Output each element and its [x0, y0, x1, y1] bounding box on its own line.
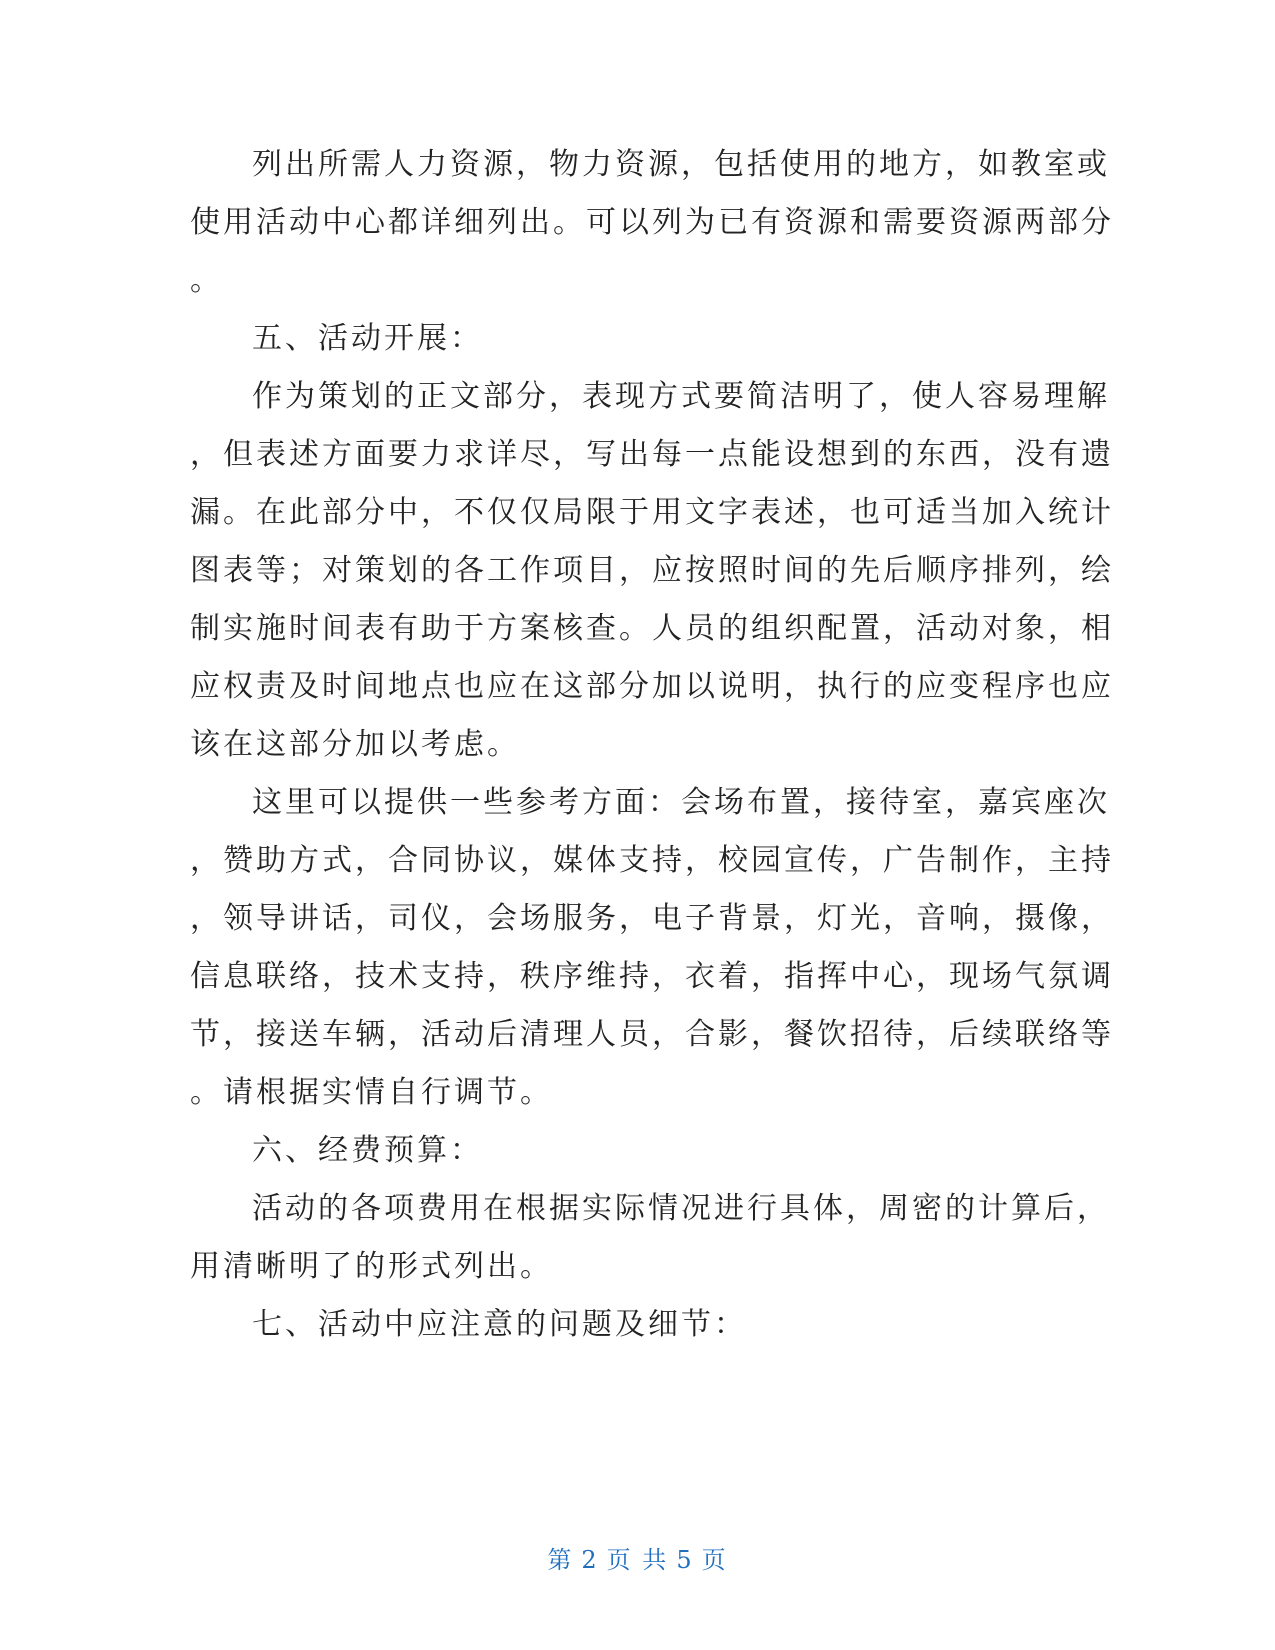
resources-line-2: 使用活动中心都详细列出。可以列为已有资源和需要资源两部分: [190, 205, 1114, 240]
reference-line-3: ，领导讲话，司仪，会场服务，电子背景，灯光，音响，摄像，: [190, 901, 1114, 936]
footer-middle: 页 共: [606, 1546, 669, 1574]
footer-total-pages: 5: [676, 1546, 694, 1574]
budget-line-1: 活动的各项费用在根据实际情况进行具体，周密的计算后，: [252, 1191, 1110, 1226]
reference-line-4: 信息联络，技术支持，秩序维持，衣着，指挥中心，现场气氛调: [190, 959, 1114, 994]
resources-line-1: 列出所需人力资源，物力资源，包括使用的地方，如教室或: [252, 147, 1110, 182]
section-heading-budget: 六、经费预算：: [252, 1133, 483, 1168]
reference-line-6: 。请根据实情自行调节。: [190, 1075, 553, 1110]
activity-line-7: 该在这部分加以考虑。: [190, 727, 520, 762]
activity-line-1: 作为策划的正文部分，表现方式要简洁明了，使人容易理解: [252, 379, 1110, 414]
resources-line-3: 。: [190, 263, 223, 298]
activity-line-3: 漏。在此部分中，不仅仅局限于用文字表述，也可适当加入统计: [190, 495, 1114, 530]
section-heading-notes: 七、活动中应注意的问题及细节：: [252, 1307, 747, 1342]
reference-line-5: 节，接送车辆，活动后清理人员，合影，餐饮招待，后续联络等: [190, 1017, 1114, 1052]
activity-line-5: 制实施时间表有助于方案核查。人员的组织配置，活动对象，相: [190, 611, 1114, 646]
reference-line-1: 这里可以提供一些参考方面：会场布置，接待室，嘉宾座次: [252, 785, 1110, 820]
page-footer: [0, 1540, 1275, 1575]
section-heading-activity: 五、活动开展：: [252, 321, 483, 356]
footer-suffix: 页: [701, 1546, 728, 1574]
reference-line-2: ，赞助方式，合同协议，媒体支持，校园宣传，广告制作，主持: [190, 843, 1114, 878]
footer-prefix: 第: [547, 1546, 574, 1574]
budget-line-2: 用清晰明了的形式列出。: [190, 1249, 553, 1284]
activity-line-6: 应权责及时间地点也应在这部分加以说明，执行的应变程序也应: [190, 669, 1114, 704]
activity-line-2: ，但表述方面要力求详尽，写出每一点能设想到的东西，没有遗: [190, 437, 1114, 472]
activity-line-4: 图表等；对策划的各工作项目，应按照时间的先后顺序排列，绘: [190, 553, 1114, 588]
footer-current-page: 2: [581, 1546, 599, 1574]
